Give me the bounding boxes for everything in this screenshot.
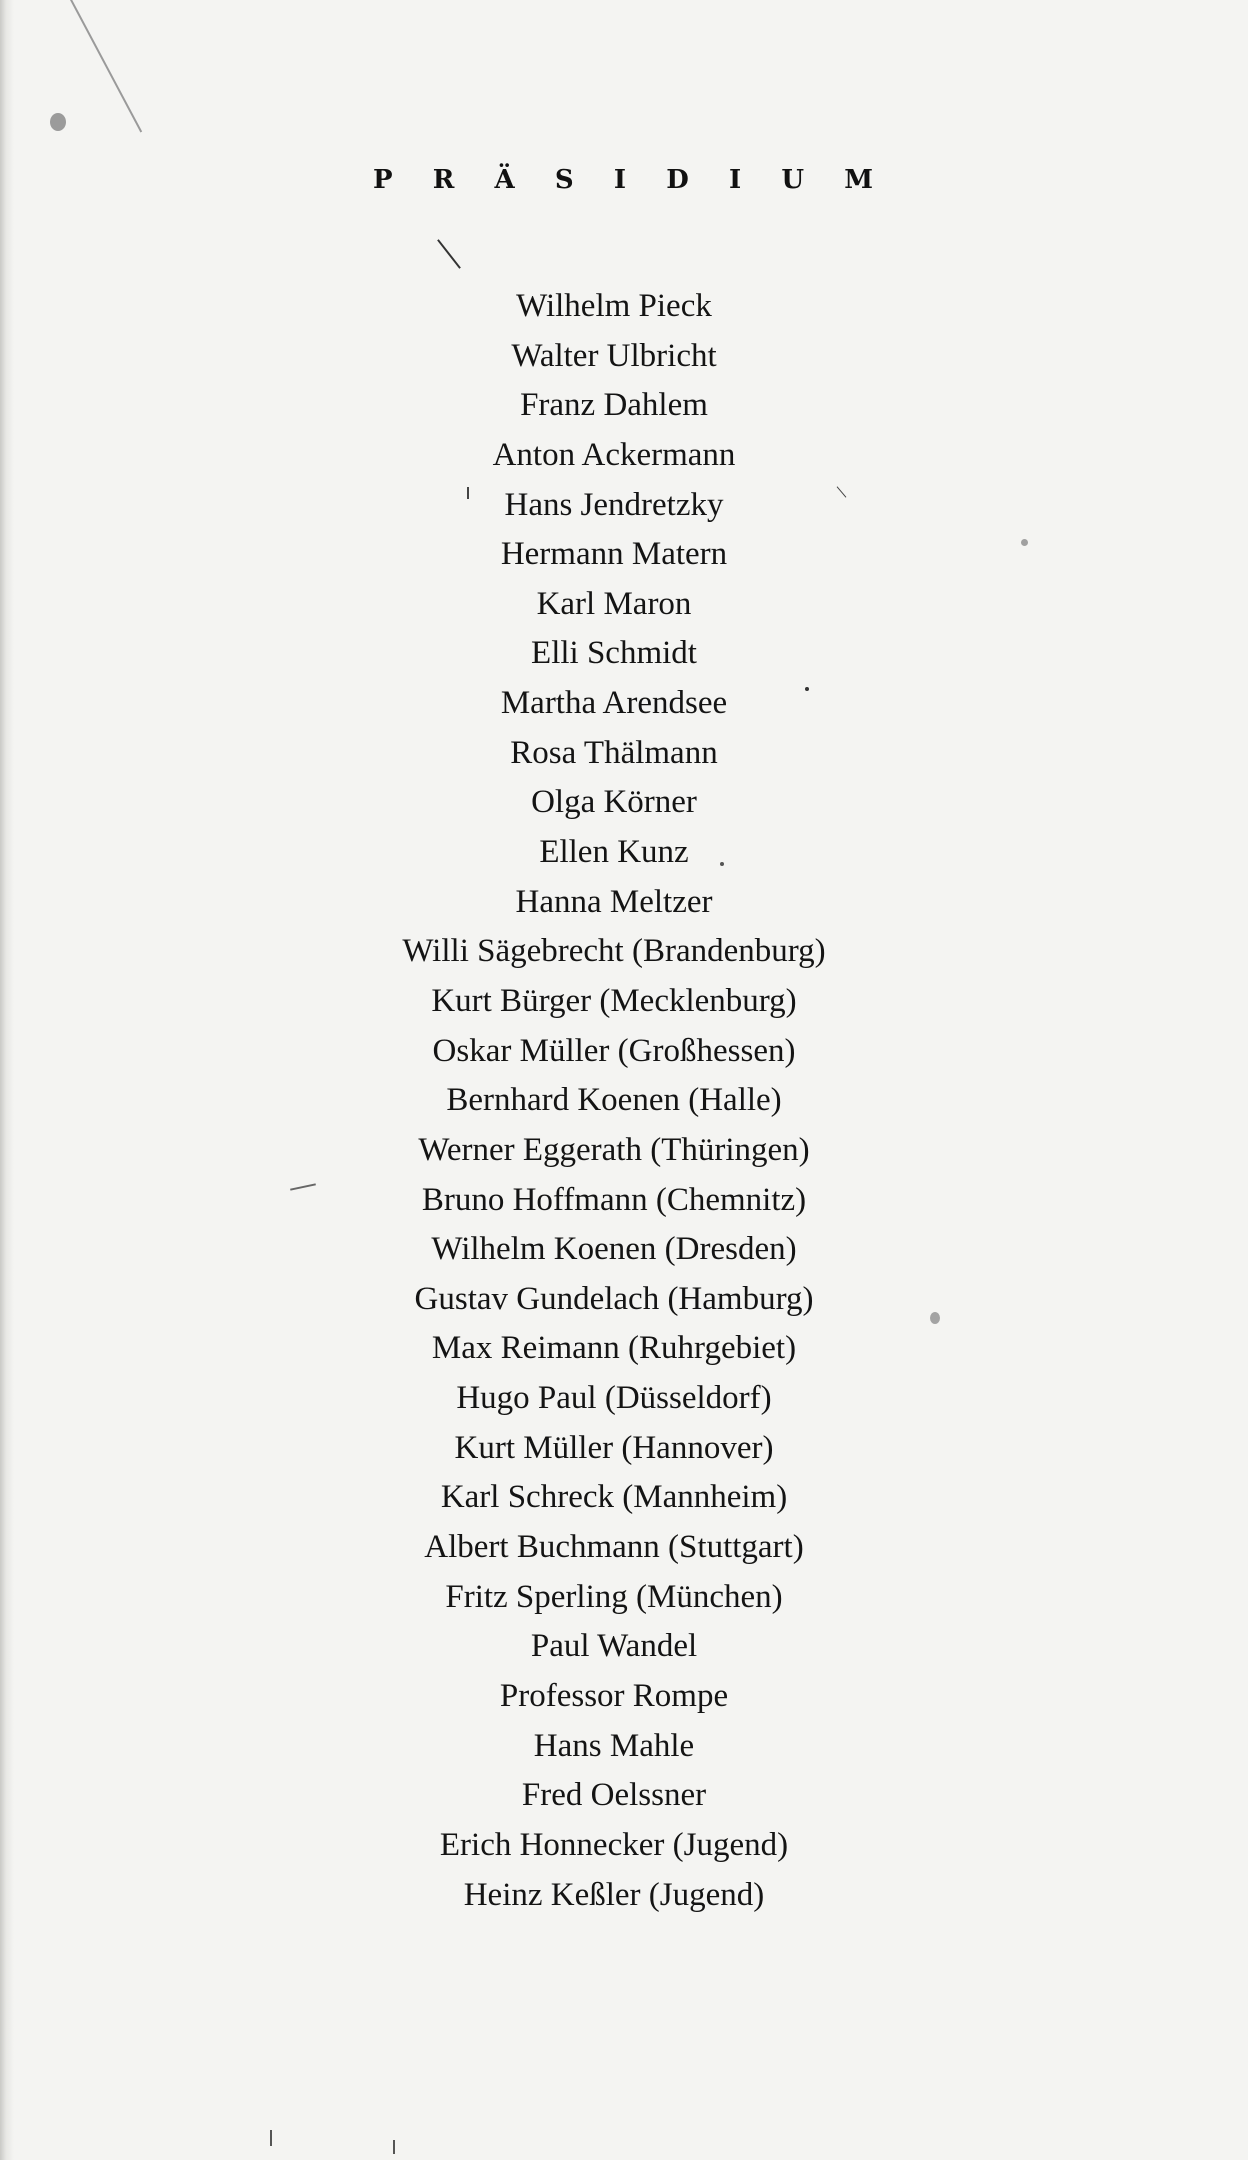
member-name: Professor Rompe — [499, 1677, 729, 1714]
member-name: Walter Ulbricht — [511, 337, 717, 374]
scan-artifact-curve — [290, 1183, 316, 1190]
member-name: Kurt Müller (Hannover) — [454, 1429, 774, 1466]
member-name: Wilhelm Koenen (Dresden) — [431, 1231, 797, 1268]
title-letter: M — [844, 165, 873, 195]
member-name: Max Reimann (Ruhrgebiet) — [431, 1330, 797, 1367]
member-name: Karl Maron — [536, 585, 692, 622]
scan-artifact-dot — [1021, 539, 1028, 546]
member-name: Albert Buchmann (Stuttgart) — [424, 1529, 804, 1566]
scan-artifact-spot — [50, 113, 66, 131]
scan-artifact-tick — [437, 239, 461, 269]
scan-artifact-tick — [270, 2130, 272, 2146]
member-name: Gustav Gundelach (Hamburg) — [414, 1280, 814, 1317]
member-name: Hanna Meltzer — [515, 883, 713, 920]
title-letter: I — [728, 165, 742, 195]
title-letter: I — [613, 165, 627, 195]
member-name: Martha Arendsee — [500, 685, 728, 722]
member-name: Karl Schreck (Mannheim) — [440, 1479, 788, 1516]
member-name: Willi Sägebrecht (Brandenburg) — [402, 933, 826, 970]
title-letter: U — [781, 165, 805, 195]
member-name: Kurt Bürger (Mecklenburg) — [431, 982, 797, 1019]
title-letter: S — [554, 165, 574, 195]
title-letter: P — [373, 165, 393, 195]
member-name: Elli Schmidt — [531, 635, 697, 672]
member-list — [314, 282, 914, 1920]
title-letter: R — [432, 165, 455, 195]
member-name: Hugo Paul (Düsseldorf) — [456, 1380, 772, 1417]
member-name: Heinz Keßler (Jugend) — [463, 1876, 765, 1913]
member-name: Fred Oelssner — [521, 1777, 707, 1814]
member-name: Oskar Müller (Großhessen) — [432, 1032, 796, 1069]
member-name: Bernhard Koenen (Halle) — [446, 1082, 782, 1119]
member-name: Rosa Thälmann — [510, 734, 718, 771]
member-name: Fritz Sperling (München) — [445, 1578, 783, 1615]
member-name: Hermann Matern — [500, 536, 728, 573]
member-name: Hans Jendretzky — [504, 486, 724, 523]
member-name: Erich Honnecker (Jugend) — [439, 1826, 789, 1863]
member-name: Wilhelm Pieck — [516, 288, 712, 324]
page-edge-shadow — [0, 0, 14, 2160]
page-title — [373, 160, 873, 200]
member-name: Paul Wandel — [530, 1628, 698, 1665]
scan-artifact-tick — [393, 2140, 395, 2154]
member-name: Olga Körner — [531, 784, 697, 821]
member-name: Werner Eggerath (Thüringen) — [418, 1131, 810, 1168]
member-name: Anton Ackermann — [492, 436, 736, 473]
member-name: Bruno Hoffmann (Chemnitz) — [421, 1181, 807, 1218]
member-name: Franz Dahlem — [520, 387, 708, 424]
member-name: Hans Mahle — [533, 1727, 695, 1764]
scan-artifact-scratch — [70, 0, 142, 132]
title-letter: D — [666, 165, 689, 195]
title-letter: Ä — [494, 165, 515, 195]
scan-artifact-spot — [930, 1312, 940, 1324]
member-name: Ellen Kunz — [539, 834, 689, 871]
